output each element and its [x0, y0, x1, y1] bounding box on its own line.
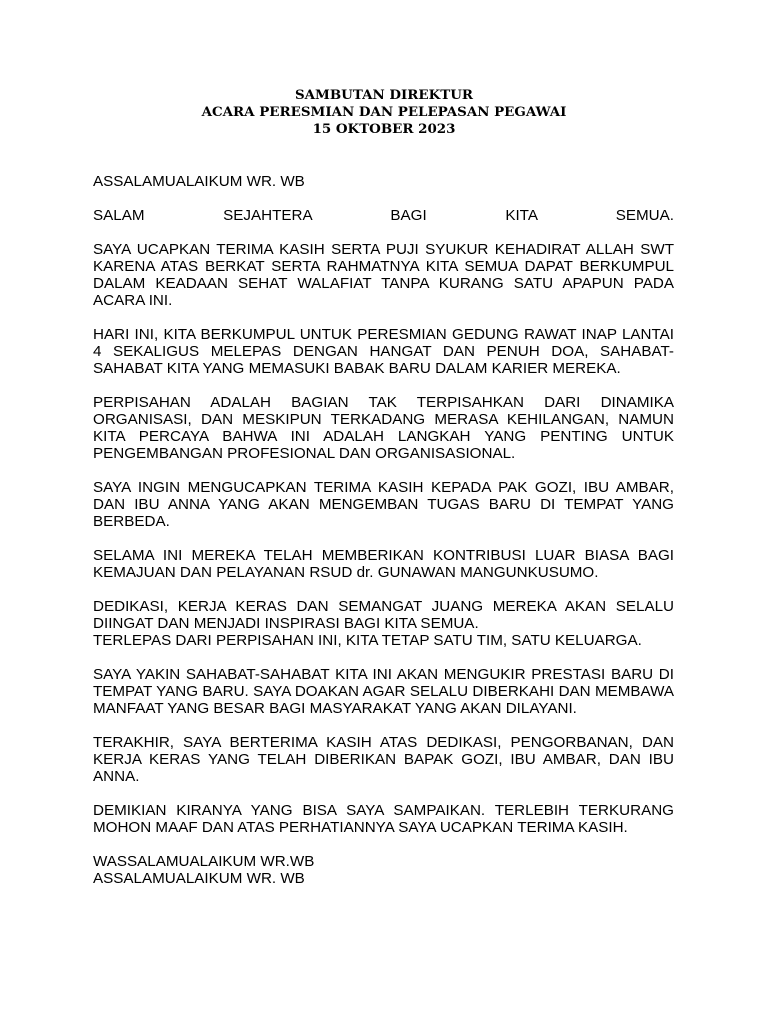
heading-title: SAMBUTAN DIREKTUR: [294, 87, 474, 103]
closing: [93, 853, 674, 887]
heading-date: 15 OKTOBER 2023: [312, 121, 456, 137]
paragraph-gratitude: SAYA UCAPKAN TERIMA KASIH SERTA PUJI SYUKUR KEHADIRAT ALLAH SWT KARENA ATAS BERKAT SERTA RAHMATNYA KITA SEMUA DAPAT BERKUMPUL DALAM KEADAAN SEHAT WALAFIAT TANPA KURANG SATU APAPUN PADA ACARA INI.: [93, 241, 674, 309]
paragraph-final-thanks: TERAKHIR, SAYA BERTERIMA KASIH ATAS DEDIKASI, PENGORBANAN, DAN KERJA KERAS YANG TELAH DIBERIKAN BAPAK GOZI, IBU AMBAR, DAN IBU ANNA.: [93, 734, 674, 785]
paragraph-thanks-staff: SAYA INGIN MENGUCAPKAN TERIMA KASIH KEPADA PAK GOZI, IBU AMBAR, DAN IBU ANNA YANG AKAN MENGEMBAN TUGAS BARU DI TEMPAT YANG BERBEDA.: [93, 479, 674, 530]
paragraph-inauguration: HARI INI, KITA BERKUMPUL UNTUK PERESMIAN GEDUNG RAWAT INAP LANTAI 4 SEKALIGUS MELEPAS DENGAN HANGAT DAN PENUH DOA, SAHABAT-SAHABAT KITA YANG MEMASUKI BABAK BARU DALAM KARIER MEREKA.: [93, 326, 674, 377]
closing-line-1: WASSALAMUALAIKUM WR.WB: [93, 853, 315, 870]
paragraph-farewell: PERPISAHAN ADALAH BAGIAN TAK TERPISAHKAN DARI DINAMIKA ORGANISASI, DAN MESKIPUN TERKADANG MERASA KEHILANGAN, NAMUN KITA PERCAYA BAHWA INI ADALAH LANGKAH YANG PENTING UNTUK PENGEMBANGAN PROFESIONAL DAN ORGANISASIONAL.: [93, 394, 674, 462]
closing-line-2: ASSALAMUALAIKUM WR. WB: [93, 870, 305, 887]
paragraph-apology: DEMIKIAN KIRANYA YANG BISA SAYA SAMPAIKAN. TERLEBIH TERKURANG MOHON MAAF DAN ATAS PERHATIANNYA SAYA UCAPKAN TERIMA KASIH.: [93, 802, 674, 836]
document-heading: [0, 87, 768, 138]
speech-body: [93, 173, 674, 887]
paragraph-one-team: TERLEPAS DARI PERPISAHAN INI, KITA TETAP SATU TIM, SATU KELUARGA.: [93, 632, 642, 649]
salutation: SALAM SEJAHTERA BAGI KITA SEMUA.: [93, 207, 674, 224]
paragraph-contribution: SELAMA INI MEREKA TELAH MEMBERIKAN KONTRIBUSI LUAR BIASA BAGI KEMAJUAN DAN PELAYANAN RSUD dr. GUNAWAN MANGUNKUSUMO.: [93, 547, 674, 581]
paragraph-prayer: SAYA YAKIN SAHABAT-SAHABAT KITA INI AKAN MENGUKIR PRESTASI BARU DI TEMPAT YANG BARU. SAYA DOAKAN AGAR SELALU DIBERKAHI DAN MEMBAWA MANFAAT YANG BESAR BAGI MASYARAKAT YANG AKAN DILAYANI.: [93, 666, 674, 717]
paragraph-dedication: [93, 598, 674, 649]
heading-event: ACARA PERESMIAN DAN PELEPASAN PEGAWAI: [201, 104, 567, 120]
greeting: ASSALAMUALAIKUM WR. WB: [93, 173, 305, 190]
paragraph-dedication-text: DEDIKASI, KERJA KERAS DAN SEMANGAT JUANG MEREKA AKAN SELALU DIINGAT DAN MENJADI INSPIRASI BAGI KITA SEMUA.: [93, 598, 674, 632]
